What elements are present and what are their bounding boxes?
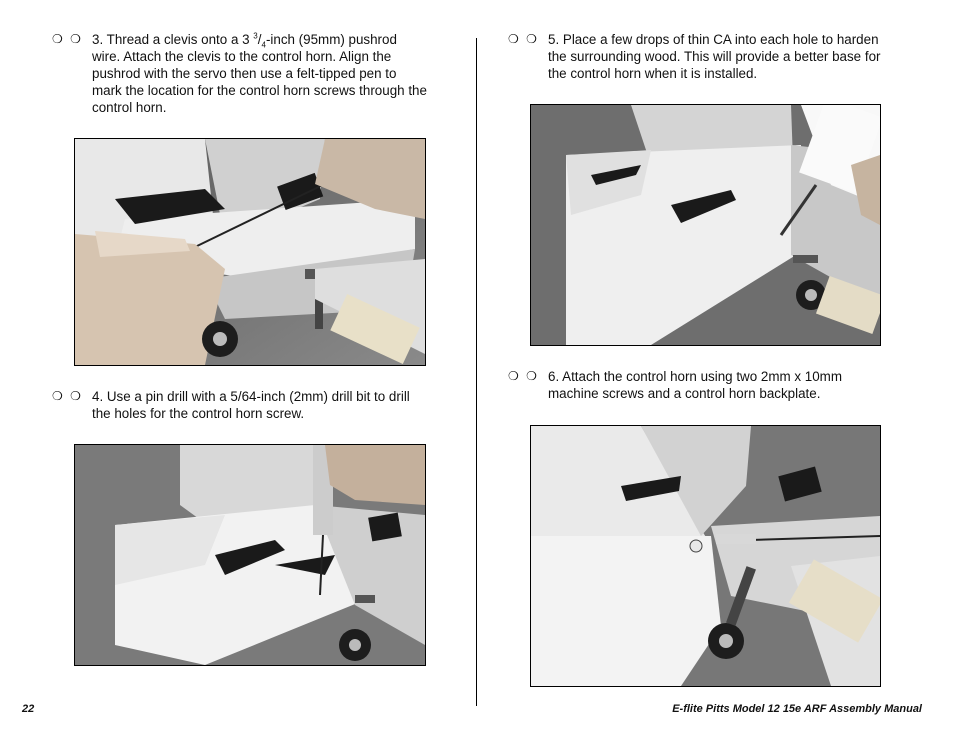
step-5-text: 5. Place a few drops of thin CA into each hole to harden the surrounding wood. This will provide a better base for the control horn when it is installed. — [548, 32, 881, 81]
manual-title: E-flite Pitts Model 12 15e ARF Assembly Manual — [672, 703, 922, 715]
photo-step-4 — [74, 444, 426, 666]
checkbox-icons: ❍ ❍ — [52, 32, 83, 46]
photo-step-3 — [74, 138, 426, 366]
photo-step-5 — [530, 104, 881, 346]
step-3-text: 3. Thread a clevis onto a 3 $^3/_4$-inch (95mm) pushrod wire. Attach the clevis to the control horn. Align the pushrod with the servo then use a felt-tipped pen to mark the location for the control horn screws through the control horn. — [92, 31, 427, 115]
checkbox-icons: ❍ ❍ — [52, 389, 83, 403]
page-number: 22 — [22, 703, 35, 715]
step-4-text: 4. Use a pin drill with a 5/64-inch (2mm) drill bit to drill the holes for the control horn screw. — [92, 389, 410, 421]
checkbox-icons: ❍ ❍ — [508, 369, 539, 383]
checkbox-icons: ❍ ❍ — [508, 32, 539, 46]
photo-step-6 — [530, 425, 881, 687]
step-6-text: 6. Attach the control horn using two 2mm x 10mm machine screws and a control horn backplate. — [548, 369, 842, 401]
column-divider — [476, 38, 477, 706]
